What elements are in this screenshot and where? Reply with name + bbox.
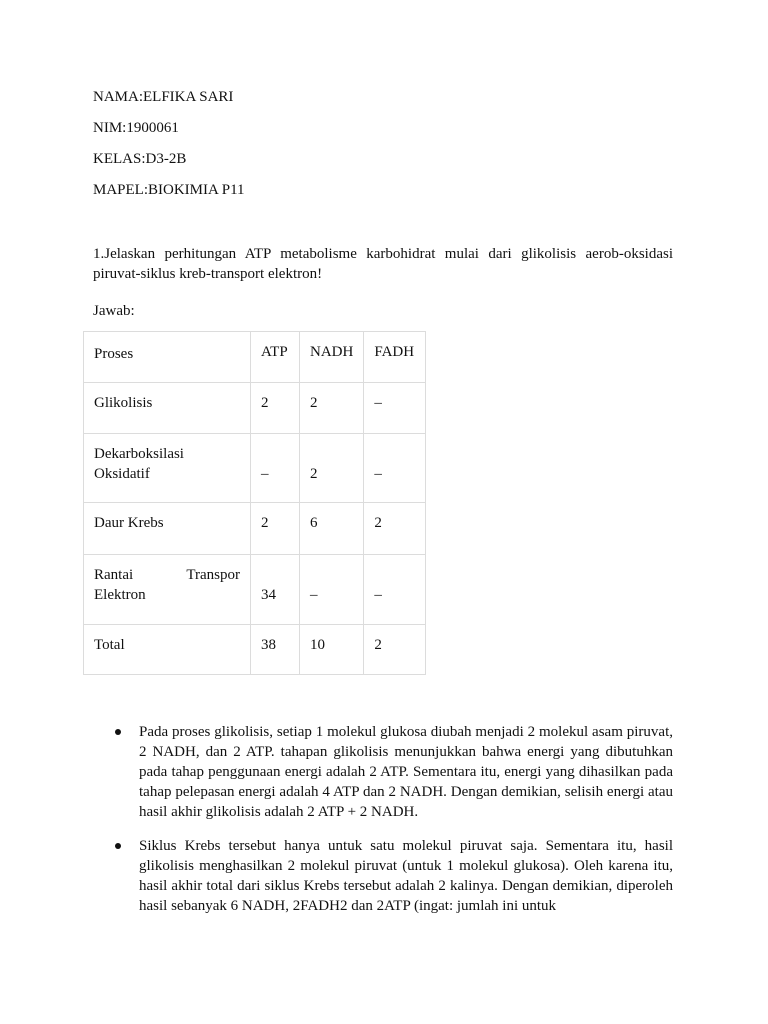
table-cell: 38 bbox=[251, 625, 300, 675]
table-row bbox=[84, 555, 426, 625]
table-cell: Rantai Transpor Elektron bbox=[84, 555, 251, 625]
table-cell: – bbox=[364, 383, 426, 434]
table-cell: Daur Krebs bbox=[84, 503, 251, 555]
table-cell: – bbox=[300, 555, 364, 625]
answer-label: Jawab: bbox=[93, 303, 135, 319]
table-cell: 2 bbox=[364, 503, 426, 555]
student-nim: NIM:1900061 bbox=[93, 120, 179, 136]
table-row bbox=[84, 434, 426, 503]
table-cell: 10 bbox=[300, 625, 364, 675]
table-cell: 2 bbox=[364, 625, 426, 675]
table-row bbox=[84, 503, 426, 555]
table-cell: 2 bbox=[251, 383, 300, 434]
table-row bbox=[84, 625, 426, 675]
table-cell: – bbox=[251, 434, 300, 503]
table-cell: 2 bbox=[300, 434, 364, 503]
table-header-cell: ATP bbox=[251, 332, 300, 383]
question-text: 1.Jelaskan perhitungan ATP metabolisme karbohidrat mulai dari glikolisis aerob-oksidasi piruvat-siklus kreb-transport elektron! bbox=[93, 246, 673, 282]
list-item-text: Siklus Krebs tersebut hanya untuk satu molekul piruvat saja. Sementara itu, hasil glikolisis menghasilkan 2 molekul piruvat (untuk 1 molekul glukosa). Oleh karena itu, hasil akhir total dari siklus Krebs tersebut adalah 2 kalinya. Dengan demikian, diperoleh hasil sebanyak 6 NADH, 2FADH2 dan 2ATP (ingat: jumlah ini untuk bbox=[139, 838, 673, 914]
list-item bbox=[113, 836, 673, 916]
table-cell: 34 bbox=[251, 555, 300, 625]
table-cell: Glikolisis bbox=[84, 383, 251, 434]
subject: MAPEL:BIOKIMIA P11 bbox=[93, 182, 245, 198]
table-cell: – bbox=[364, 555, 426, 625]
table-row bbox=[84, 383, 426, 434]
bullet-icon bbox=[115, 729, 121, 735]
list-item bbox=[113, 722, 673, 822]
table-header-cell: FADH bbox=[364, 332, 426, 383]
table-cell: Dekarboksilasi Oksidatif bbox=[84, 434, 251, 503]
list-item-text: Pada proses glikolisis, setiap 1 molekul glukosa diubah menjadi 2 molekul asam piruvat, 2 NADH, dan 2 ATP. tahapan glikolisis menunjukkan bahwa energi yang dibutuhkan pada tahap penggunaan energi adalah 2 ATP. Sementara itu, energi yang dihasilkan pada tahap pelepasan energi adalah 4 ATP dan 2 NADH. Dengan demikian, selisih energi atau hasil akhir glikolisis adalah 2 ATP + 2 NADH. bbox=[139, 724, 673, 820]
explanation-list bbox=[113, 722, 673, 930]
table-header-row bbox=[84, 332, 426, 383]
table-cell: 2 bbox=[251, 503, 300, 555]
table-cell: – bbox=[364, 434, 426, 503]
bullet-icon bbox=[115, 843, 121, 849]
student-name: NAMA:ELFIKA SARI bbox=[93, 89, 234, 105]
atp-table bbox=[83, 331, 426, 675]
table-cell: 2 bbox=[300, 383, 364, 434]
table-cell: 6 bbox=[300, 503, 364, 555]
table-cell: Total bbox=[84, 625, 251, 675]
table-header-cell: Proses bbox=[84, 332, 251, 383]
table-header-cell: NADH bbox=[300, 332, 364, 383]
student-class: KELAS:D3-2B bbox=[93, 151, 187, 167]
